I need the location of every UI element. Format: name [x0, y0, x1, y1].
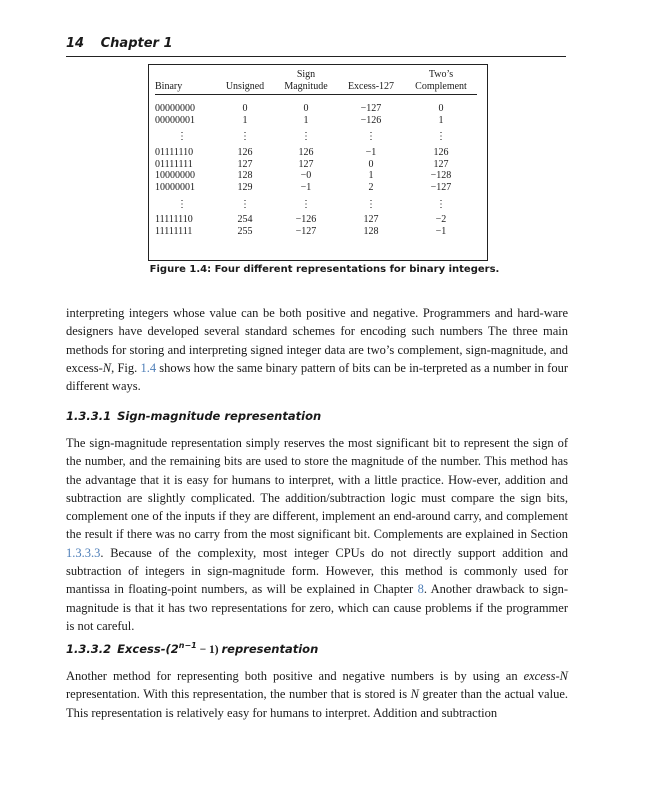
section-number: 1.3.3.1 — [66, 409, 112, 423]
ellipsis: ⋮ — [366, 198, 376, 210]
text-run: The sign-magnitude representation simply reserves the most significant bit to represent the sign of the number, and the remaining bits are used to store the magnitude of the number. This method has the advantage that it is easy for humans to interpret, with a little practice. How-ever, addition and subtraction are slightly complicated. The addition/subtraction logic must compare the sign bits, complement one of the inputs if they are different, implement an end-around carry, and complement the result if there was no carry from the most significant bit. Complements are explained in Section — [66, 436, 568, 542]
col-header-top — [337, 69, 405, 81]
cell-binary: 00000000 — [155, 102, 195, 114]
table-row — [155, 182, 477, 194]
cell-twos-complement: 1 — [438, 114, 444, 126]
table-row — [155, 103, 477, 115]
cell-sign-magnitude: −1 — [300, 182, 312, 194]
ellipsis: ⋮ — [301, 198, 311, 210]
cell-unsigned: 254 — [237, 214, 253, 226]
col-header-top — [215, 69, 275, 81]
section-link[interactable]: 1.3.3.3 — [66, 545, 101, 560]
cell-excess: 2 — [368, 182, 374, 194]
section-title: Sign-magnitude representation — [117, 409, 322, 423]
table-row — [155, 170, 477, 182]
ellipsis: ⋮ — [301, 130, 311, 142]
cell-unsigned: 1 — [242, 114, 248, 126]
ellipsis: ⋮ — [177, 130, 187, 142]
chapter-title: Chapter 1 — [100, 36, 173, 51]
cell-unsigned: 0 — [242, 102, 248, 114]
cell-excess: 1 — [368, 170, 374, 182]
section-number: 1.3.3.2 — [66, 641, 112, 656]
cell-unsigned: 128 — [237, 170, 253, 182]
cell-unsigned: 126 — [237, 146, 253, 158]
page-number: 14 — [66, 36, 85, 51]
cell-binary: 10000000 — [155, 170, 195, 182]
table-row — [155, 115, 477, 127]
col-header-top: Sign — [296, 69, 316, 80]
cell-binary: 11111111 — [155, 226, 193, 238]
text-run: Another method for representing both positive and negative numbers is by using an — [66, 669, 524, 683]
text-run: representation. With this representation, the number that is stored is — [66, 687, 411, 702]
ellipsis: ⋮ — [240, 198, 250, 210]
cell-binary: 00000001 — [155, 114, 195, 126]
text-run-italic: N — [102, 360, 112, 375]
text-run: interpreting integers whose value can be both positive and negative. Programmers and hard-ware designers have developed several standard schemes for encoding such numbers The three main methods for storing and interpreting signed integer data are two’s complement, sign-magnitude, and excess- — [66, 306, 568, 375]
section-heading-sign-magnitude — [66, 409, 321, 423]
col-header-top: Two’s — [428, 69, 454, 80]
ellipsis-row — [155, 194, 477, 214]
ellipsis: ⋮ — [436, 198, 446, 210]
cell-sign-magnitude: 126 — [298, 146, 314, 158]
representation-table — [155, 69, 477, 238]
col-header-binary: Binary — [155, 81, 215, 94]
col-header-excess: Excess-127 — [337, 81, 405, 94]
paragraph-excess — [66, 667, 568, 722]
cell-twos-complement: 126 — [433, 146, 449, 158]
cell-sign-magnitude: 0 — [303, 102, 309, 114]
cell-binary: 01111110 — [155, 146, 194, 158]
cell-unsigned: 255 — [237, 226, 253, 238]
text-run: . Because of the complexity, most integer CPUs do not directly support addition and subtraction of integers in sign-magnitude form. However, this method is commonly used for mantissa in floating-point numbers, as will be explained in Chapter — [66, 545, 568, 597]
cell-binary: 10000001 — [155, 182, 195, 194]
table-header-row-2 — [155, 81, 477, 94]
table-row — [155, 226, 477, 238]
cell-twos-complement: −1 — [435, 226, 447, 238]
cell-twos-complement: −128 — [430, 170, 452, 182]
running-header — [66, 36, 173, 51]
cell-excess: 127 — [363, 214, 379, 226]
text-run: shows how the same binary pattern of bits can be in-terpreted as a number in four different ways. — [66, 360, 568, 394]
ellipsis: ⋮ — [436, 130, 446, 142]
figure-box — [148, 64, 488, 261]
cell-sign-magnitude: 1 — [303, 114, 309, 126]
cell-binary: 01111111 — [155, 158, 193, 170]
table-row — [155, 159, 477, 171]
figure-caption: Figure 1.4: Four different representations for binary integers. — [149, 264, 500, 275]
cell-sign-magnitude: −0 — [300, 170, 312, 182]
cell-excess: −1 — [365, 146, 377, 158]
col-header-sign-magnitude: Magnitude — [275, 81, 337, 94]
table-row — [155, 147, 477, 159]
section-heading-excess — [66, 641, 318, 656]
section-title-part: representation — [221, 641, 319, 656]
text-run-italic: excess-N — [523, 669, 568, 683]
paragraph-sign-magnitude — [66, 434, 568, 635]
text-run: greater than the actual value. This representation is relatively easy for humans to interpret. Addition and subtraction — [66, 687, 568, 720]
ellipsis: ⋮ — [240, 130, 250, 142]
section-title-superscript: n−1 — [178, 641, 197, 650]
cell-twos-complement: −127 — [430, 182, 452, 194]
cell-twos-complement: 127 — [433, 158, 449, 170]
header-rule — [66, 56, 566, 57]
cell-excess: 128 — [363, 226, 379, 238]
text-run: . Another drawback to sign-magnitude is that it has two representations for zero, which can cause problems if the programmer is not careful. — [66, 582, 568, 633]
chapter-link[interactable]: 8 — [417, 582, 424, 597]
table-header-row-1 — [155, 69, 477, 81]
cell-twos-complement: 0 — [438, 102, 444, 114]
figure-link[interactable]: 1.4 — [140, 360, 157, 375]
ellipsis-row — [155, 127, 477, 147]
ellipsis: ⋮ — [366, 130, 376, 142]
cell-excess: −127 — [360, 102, 382, 114]
cell-excess: 0 — [368, 158, 374, 170]
text-run-italic: N — [410, 687, 419, 702]
cell-sign-magnitude: 127 — [298, 158, 314, 170]
table-row — [155, 214, 477, 226]
cell-binary: 11111110 — [155, 214, 193, 226]
cell-unsigned: 127 — [237, 158, 253, 170]
cell-unsigned: 129 — [237, 182, 253, 194]
cell-twos-complement: −2 — [435, 214, 447, 226]
col-header-twos-complement: Complement — [405, 81, 477, 94]
cell-excess: −126 — [360, 114, 382, 126]
text-run: , Fig. — [111, 360, 141, 375]
cell-sign-magnitude: −127 — [295, 226, 317, 238]
section-title-part: Excess-(2 — [117, 641, 179, 656]
col-header-unsigned: Unsigned — [215, 81, 275, 94]
col-header-top — [155, 69, 215, 81]
paragraph-intro — [66, 304, 568, 395]
section-title-part: − 1) — [196, 643, 222, 656]
cell-sign-magnitude: −126 — [295, 214, 317, 226]
ellipsis: ⋮ — [177, 198, 187, 210]
